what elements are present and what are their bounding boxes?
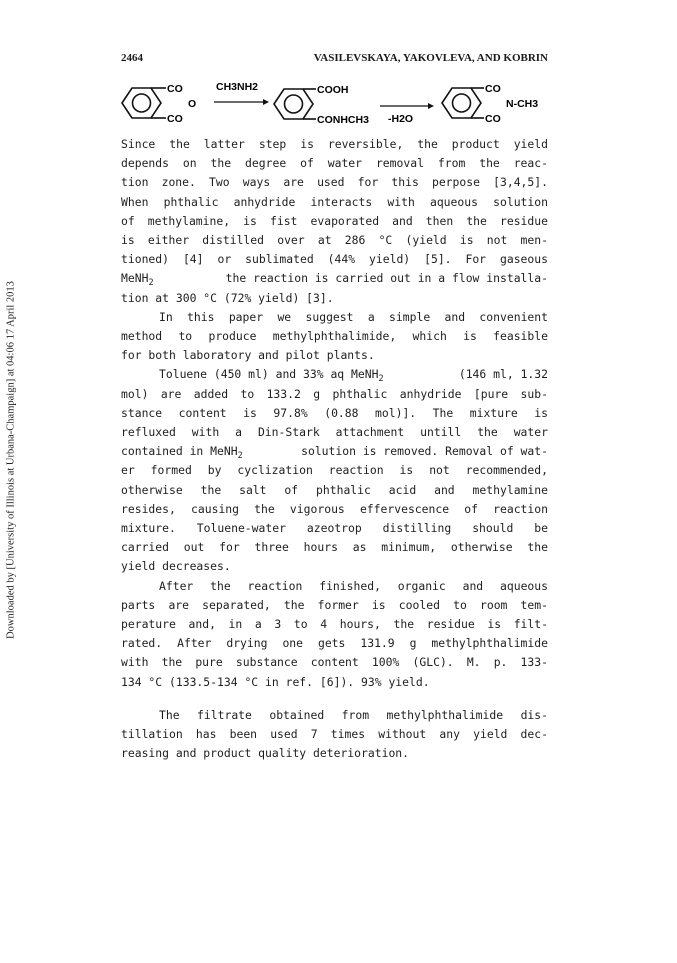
text-line: 134 °C (133.5-134 °C in ref. [6]). 93% yield. [121,674,430,689]
text-line: er formed by cyclization reaction is not recommended, [121,463,548,478]
methylphthalimide-structure [442,88,484,118]
text-fragment: the reaction is carried out in a flow installa- [225,271,548,286]
formula-methylamine: MeNH$_2$ [121,271,154,289]
text-line: resides, causing the vigorous effervescence of reaction [121,501,548,516]
reaction-scheme-drawing [118,80,558,134]
text-line: stance content is 97.8% (0.88 mol)]. The mixture is [121,405,548,420]
reaction-arrow-1-head [263,99,269,105]
text-line: When phthalic anhydride interacts with aqueous solution [121,194,548,209]
text-line: is either distilled over at 286 °C (yield is not men- [121,233,548,248]
text-fragment: contained in MeNH$_2$ [121,444,243,462]
page-header [121,52,548,64]
text-line: In this paper we suggest a simple and convenient [159,309,548,324]
text-line: rated. After drying one gets 131.9 g methylphthalimide [121,636,548,651]
text-line: with the pure substance content 100% (GLC). M. p. 133- [121,655,548,670]
reagent-label: CH3NH2 [216,81,259,93]
intermediate-bottom-group: CONHCH3 [317,114,369,126]
reaction-scheme [118,80,558,134]
text-line: otherwise the salt of phthalic acid and methylamine [121,482,548,497]
phthalic-anhydride-structure [122,88,166,118]
text-line: tillation has been used 7 times without any yield dec- [121,727,548,742]
text-line [121,442,548,461]
body-text-final [121,706,548,764]
intermediate-top-group: COOH [317,84,349,96]
product-bottom-group: CO [485,113,501,125]
running-authors: VASILEVSKAYA, YAKOVLEVA, AND KOBRIN [313,52,548,64]
text-fragment: (146 ml, 1.32 [458,367,548,382]
text-fragment: solution is removed. Removal of wat- [301,444,548,459]
text-line: perature and, in a 3 to 4 hours, the residue is filt- [121,617,548,632]
text-line: mixture. Toluene-water azeotrop distilling should be [121,521,548,536]
page-number: 2464 [121,52,143,64]
byproduct-label: -H2O [388,113,414,125]
text-line: carried out for three hours as minimum, otherwise the [121,540,548,555]
download-watermark [2,250,20,670]
text-line: The filtrate obtained from methylphthalimide dis- [159,708,548,722]
text-line: depends on the degree of water removal from the reac- [121,156,548,171]
text-line: method to produce methylphthalimide, which is feasible [121,329,548,344]
text-line: tioned) [4] or sublimated (44% yield) [5]. For gaseous [121,252,548,267]
text-line: of methylamine, is fist evaporated and then the residue [121,213,548,228]
product-nitrogen-group: N-CH3 [506,98,539,110]
text-line: reasing and product quality deterioration. [121,746,410,761]
intermediate-structure [274,89,316,119]
text-line: After the reaction finished, organic and aqueous [159,578,548,593]
text-line: parts are separated, the former is cooled to room tem- [121,597,548,612]
reactant-ring-oxygen: O [188,98,197,110]
reaction-arrow-2-head [428,103,434,109]
reactant-bottom-group: CO [167,113,183,125]
reactant-top-group: CO [167,83,183,95]
text-line: tion zone. Two ways are used for this perpose [3,4,5]. [121,175,548,190]
text-line: for both laboratory and pilot plants. [121,348,375,363]
text-line: mol) are added to 133.2 g phthalic anhydride [pure sub- [121,386,548,401]
text-line: yield decreases. [121,559,231,574]
product-top-group: CO [485,83,501,95]
text-line [121,269,548,288]
text-fragment: Toluene (450 ml) and 33% aq MeNH$_2$ [159,367,384,385]
text-line: refluxed with a Din-Stark attachment untill the water [121,425,548,440]
text-line: tion at 300 °C (72% yield) [3]. [121,290,334,305]
download-note: Downloaded by [University of Illinois at Urbana-Champaign] at 04:06 17 April 2013 [5,281,17,639]
text-line [121,365,548,384]
body-text [121,135,548,692]
text-line: Since the latter step is reversible, the product yield [121,137,548,151]
